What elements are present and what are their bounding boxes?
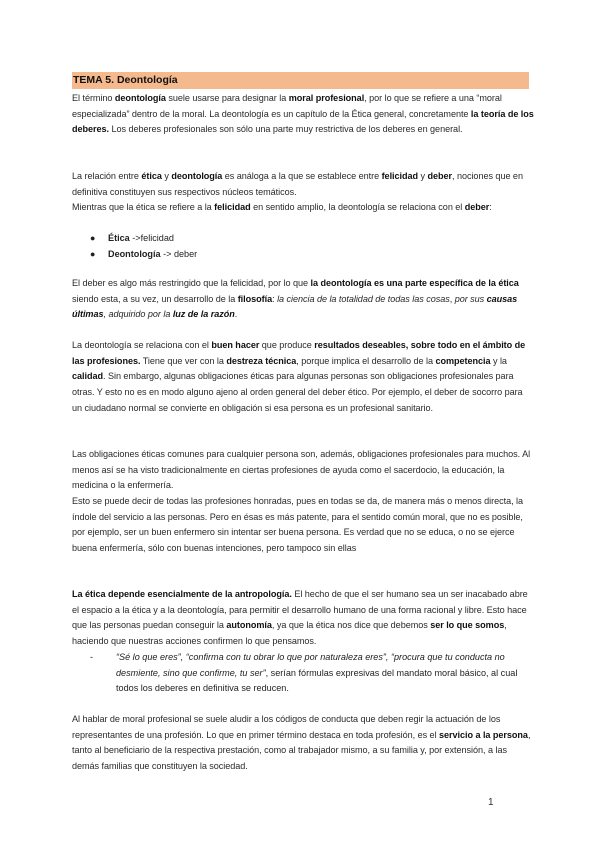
list-item: [90, 231, 197, 247]
text-segment: deontología: [171, 171, 223, 181]
text-segment: moral profesional: [288, 93, 365, 103]
text-segment: ética: [141, 171, 162, 181]
text-segment: , haciendo que nuestras acciones confirmen lo que pensamos.: [72, 620, 507, 647]
text-segment: Mientras que la ética se refiere a la: [72, 202, 215, 212]
text-segment: por sus: [454, 293, 487, 304]
text-segment: destreza técnica: [226, 355, 297, 366]
text-segment: ,: [449, 293, 455, 304]
page-number: 1: [488, 797, 494, 808]
list-item: [90, 247, 197, 263]
text-segment: :: [272, 293, 278, 304]
text-segment: .: [234, 309, 238, 320]
bullet-icon: ●: [90, 233, 96, 243]
text-segment: El hecho de que el ser humano sea un ser inacabado abre el espacio a la ética y a la deontología, para permitir el desarrollo humano de una forma racional y libre. Esto hace que las personas puedan conseguir la: [72, 589, 528, 631]
text-segment: “Sé lo que eres”, “confirma con tu obrar lo que por naturaleza eres”, “procura que tu conducta no desmiente, sino que confirme, tu ser”: [116, 652, 505, 678]
bullet-text: ->felicidad: [129, 233, 174, 243]
text-segment: calidad: [72, 371, 103, 382]
text-segment: deber: [464, 202, 490, 212]
text-segment: , ya que la ética nos dice que debemos: [271, 620, 431, 631]
dash-text: [116, 650, 530, 697]
text-segment: felicidad: [214, 202, 251, 212]
text-segment: siendo esta, a su vez, un desarrollo de la: [72, 293, 238, 304]
paragraph-felicidad-deber: [72, 200, 534, 216]
paragraph-antropologia: [72, 587, 534, 650]
text-segment: , tanto al beneficiario de la respectiva prestación, como al trabajador mismo, a su familia y, por extensión, a las demás familias que constituyen la sociedad.: [72, 729, 531, 772]
text-segment: . Sin embargo, algunas obligaciones éticas para algunas personas son obligaciones profesionales para otras. Y esto no es en modo alguno ajeno al orden general del deber ético. Por ejemplo, el deber de socorro para un ciudadano normal se convierte en obligación si esa persona es un profesional sanitario.: [72, 371, 523, 413]
paragraph-deber: [72, 276, 534, 323]
bullet-list: [90, 231, 197, 262]
text-segment: Las obligaciones éticas comunes para cualquier persona son, además, obligaciones profesionales para muchos. Al menos así se ha visto tradicionalmente en ciertas profesiones de ayuda como el sacerdocio, la educación, la medicina o la enfermería.: [72, 449, 531, 491]
paragraph-buen-hacer: [72, 338, 534, 417]
text-segment: la teoría de los deberes.: [72, 108, 534, 135]
text-segment: autonomía: [226, 620, 272, 631]
text-segment: suele usarse para designar la: [165, 93, 289, 103]
text-segment: es análoga a la que se establece entre: [222, 171, 382, 181]
text-segment: deber: [427, 171, 452, 181]
bullet-icon: ●: [90, 248, 96, 259]
text-segment: competencia: [435, 355, 491, 366]
text-segment: La relación entre: [72, 171, 142, 181]
text-segment: filosofía: [237, 293, 273, 304]
text-segment: la deontología es una parte específica de la ética: [310, 278, 519, 288]
text-segment: deontología: [114, 93, 166, 103]
text-segment: , porque implica el desarrollo de la: [296, 355, 436, 366]
paragraph-profesiones: [72, 494, 534, 557]
text-segment: , por lo que se refiere a una “moral especializada” dentro de la moral. La deontología es un capítulo de la Ética general, concretamente: [72, 93, 502, 119]
text-segment: La ética depende esencialmente de la antropología.: [72, 589, 292, 599]
text-segment: y: [418, 171, 428, 181]
text-segment: felicidad: [381, 171, 419, 181]
text-segment: , adquirido por la: [103, 309, 173, 320]
text-segment: en sentido amplio, la deontología se relaciona con el: [250, 202, 465, 212]
dash-item: [90, 650, 530, 697]
text-segment: la ciencia de la totalidad de todas las cosas: [277, 293, 450, 304]
text-segment: luz de la razón: [172, 309, 235, 320]
text-segment: buen hacer: [211, 340, 260, 350]
text-segment: ser lo que somos: [430, 620, 505, 631]
text-segment: que produce: [259, 340, 315, 350]
page-title: TEMA 5. Deontología: [72, 72, 529, 89]
text-segment: , nociones que en definitiva constituyen sus respectivos núcleos temáticos.: [72, 171, 523, 197]
text-segment: La deontología se relaciona con el: [72, 340, 212, 350]
paragraph-obligaciones: [72, 447, 534, 494]
text-segment: :: [489, 202, 492, 212]
text-segment: El deber es algo más restringido que la felicidad, por lo que: [72, 278, 311, 288]
text-segment: y: [161, 171, 172, 181]
text-segment: Los deberes profesionales son sólo una parte muy restrictiva de los deberes en general.: [109, 124, 463, 135]
text-segment: y la: [490, 355, 507, 366]
text-segment: Al hablar de moral profesional se suele aludir a los códigos de conducta que deben regir la actuación de los representantes de una profesión. Lo que en primer término destaca en toda profesión, es el: [72, 714, 501, 740]
text-segment: servicio a la persona: [439, 729, 528, 740]
paragraph-relation: [72, 169, 534, 200]
bullet-term: Ética: [108, 233, 130, 243]
text-segment: El término: [72, 93, 115, 103]
paragraph-moral-profesional: [72, 712, 534, 775]
bullet-term: Deontología: [108, 248, 161, 259]
text-segment: Esto se puede decir de todas las profesiones honradas, pues en todas se da, de manera más o menos directa, la índole del servicio a las personas. Pero en ésas es más patente, para el sentido común moral, que no es posible, por ejemplo, ser un buen enfermero sin intentar ser buena persona. Es verdad que no se educa, o no se ejerce buena enfermería, sólo con buenas intenciones, pero tampoco sin ellas: [72, 496, 524, 554]
dash-mark: -: [90, 652, 94, 662]
text-segment: , serían fórmulas expresivas del mandato moral básico, al cual todos los deberes en definitiva se reducen.: [116, 667, 518, 694]
bullet-text: -> deber: [160, 248, 198, 259]
text-segment: Tiene que ver con la: [140, 355, 227, 366]
paragraph-definition: [72, 91, 534, 138]
text-segment: causas últimas: [72, 293, 518, 320]
text-segment: resultados deseables, sobre todo en el ámbito de las profesiones.: [72, 340, 526, 366]
